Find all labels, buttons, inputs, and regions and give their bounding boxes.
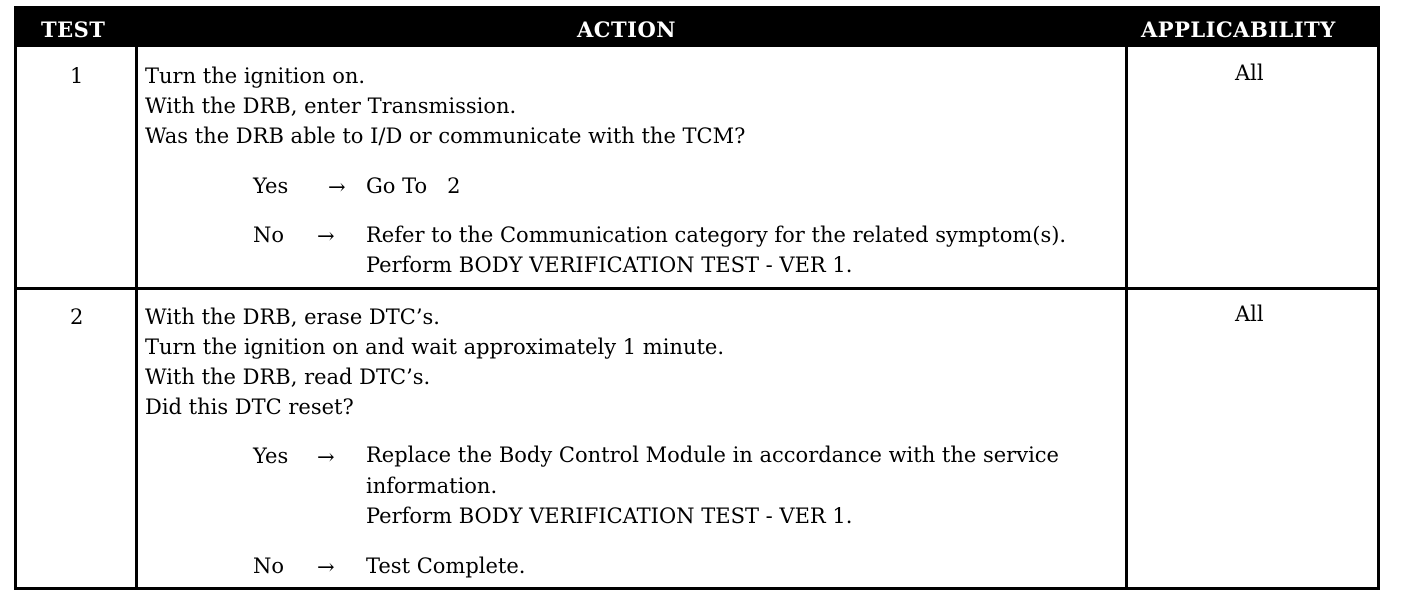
arrow-icon: → bbox=[317, 224, 335, 248]
yes-result: information. bbox=[366, 474, 498, 498]
diagnostic-table bbox=[14, 6, 1380, 590]
arrow-icon: → bbox=[328, 175, 346, 199]
yes-label: Yes bbox=[253, 444, 289, 468]
action-line: With the DRB, enter Transmission. bbox=[145, 94, 517, 118]
no-result: Refer to the Communication category for the related symptom(s). bbox=[366, 223, 1067, 247]
column-divider-action bbox=[1125, 47, 1128, 590]
arrow-icon: → bbox=[317, 445, 335, 469]
row-divider bbox=[17, 287, 1377, 290]
action-line: With the DRB, erase DTC’s. bbox=[145, 305, 440, 329]
action-line: Did this DTC reset? bbox=[145, 395, 354, 419]
yes-result: Go To 2 bbox=[366, 174, 461, 198]
no-result: Perform BODY VERIFICATION TEST - VER 1. bbox=[366, 253, 853, 277]
action-line: Was the DRB able to I/D or communicate with the TCM? bbox=[145, 124, 746, 148]
table-header bbox=[17, 9, 1377, 47]
arrow-icon: → bbox=[317, 555, 335, 579]
test-number: 2 bbox=[70, 305, 84, 329]
applicability-value: All bbox=[1235, 302, 1264, 326]
applicability-value: All bbox=[1235, 61, 1264, 85]
yes-result: Replace the Body Control Module in accordance with the service bbox=[366, 443, 1059, 467]
no-label: No bbox=[253, 554, 285, 578]
yes-result: Perform BODY VERIFICATION TEST - VER 1. bbox=[366, 504, 853, 528]
yes-label: Yes bbox=[253, 174, 289, 198]
header-action: ACTION bbox=[577, 17, 676, 42]
action-line: Turn the ignition on and wait approximately 1 minute. bbox=[145, 335, 725, 359]
column-divider-test bbox=[135, 47, 138, 590]
header-applicability: APPLICABILITY bbox=[1141, 17, 1336, 42]
no-result: Test Complete. bbox=[366, 554, 526, 578]
action-line: With the DRB, read DTC’s. bbox=[145, 365, 431, 389]
test-number: 1 bbox=[70, 64, 84, 88]
action-line: Turn the ignition on. bbox=[145, 64, 366, 88]
header-test: TEST bbox=[41, 17, 106, 42]
no-label: No bbox=[253, 223, 285, 247]
